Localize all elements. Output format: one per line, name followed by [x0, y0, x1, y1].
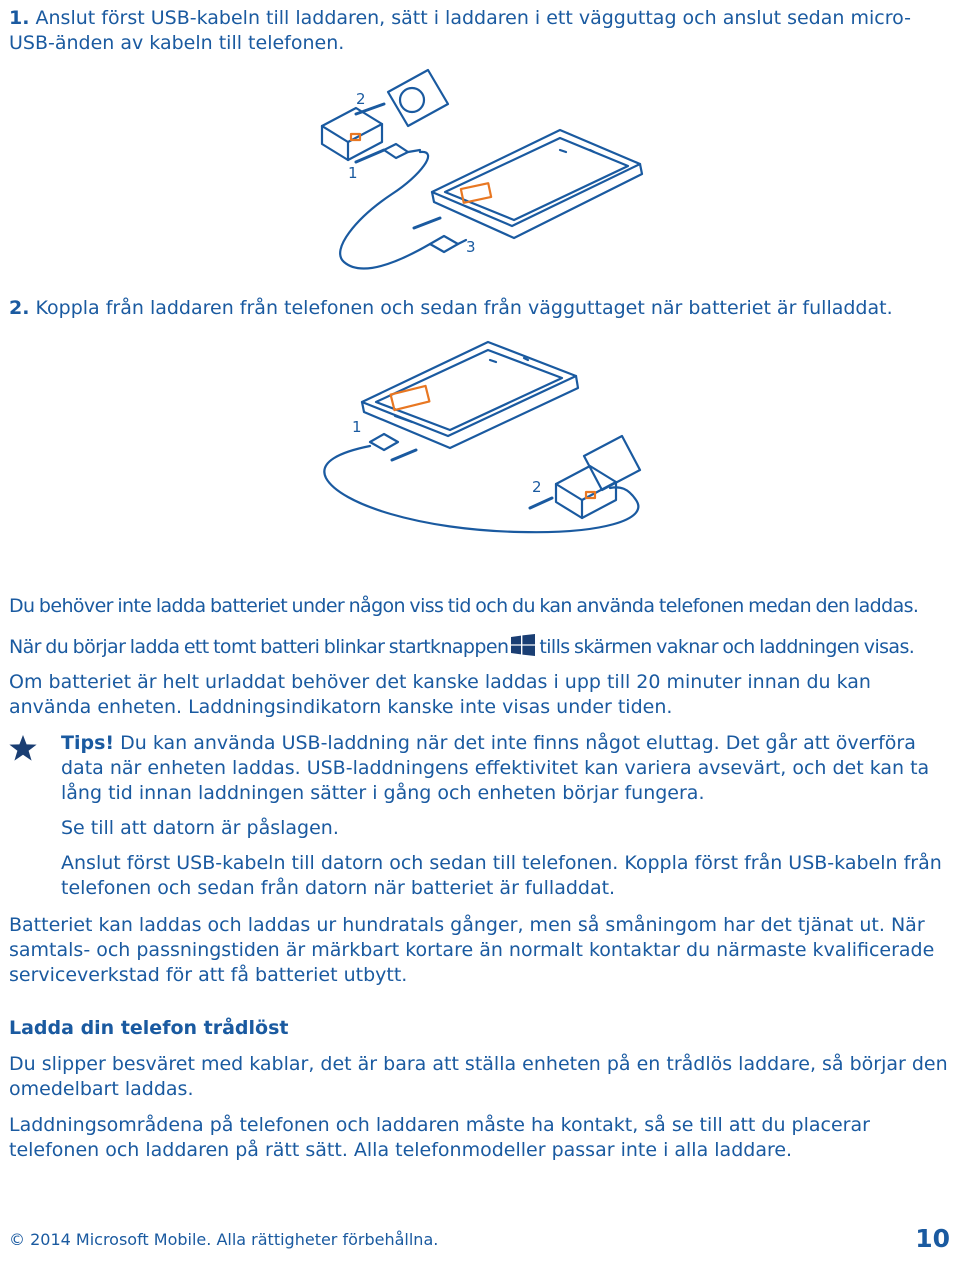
step-2-text: Koppla från laddaren från telefonen och sedan från vägguttaget när batteriet är fulladdat. [35, 297, 893, 319]
figure-2-label-1: 1 [352, 418, 362, 436]
step-1-number: 1. [9, 7, 30, 29]
start-button-text-after: tills skärmen vaknar och laddningen visas. [539, 636, 915, 658]
tip-computer-on: Se till att datorn är påslagen. [61, 817, 339, 839]
paragraph-wireless-placement: Laddningsområdena på telefonen och laddaren måste ha kontakt, så se till att du placerar telefonen och laddaren på rätt sätt. Alla telefonmodeller passar inte i alla laddare. [9, 1114, 870, 1161]
paragraph-charge-time: Du behöver inte ladda batteriet under någon viss tid och du kan använda telefonen medan den laddas. [9, 595, 919, 617]
step-2-number: 2. [9, 297, 30, 319]
step-2 [9, 296, 954, 321]
paragraph-wireless-intro: Du slipper besväret med kablar, det är bara att ställa enheten på en trådlös laddare, så börjar den omedelbart laddas. [9, 1053, 948, 1100]
paragraph-empty-battery: Om batteriet är helt urladdat behöver det kanske laddas i upp till 20 minuter innan du kan använda enheten. Laddningsindikatorn kanske inte visas under tiden. [9, 671, 871, 718]
step-1 [9, 6, 954, 56]
tip-connect-order: Anslut först USB-kabeln till datorn och sedan till telefonen. Koppla först från USB-kabeln från telefonen och sedan från datorn när batteriet är fulladdat. [61, 852, 942, 899]
tip-text: Du kan använda USB-laddning när det inte finns något eluttag. Det går att överföra data när enheten laddas. USB-laddningens effektivitet kan variera avsevärt, och det kan ta lång tid innan laddningen sätter i gång och enheten börjar fungera. [61, 732, 930, 804]
figure-1-label-2: 2 [356, 90, 366, 108]
start-button-text-before: När du börjar ladda ett tomt batteri blinkar startknappen [9, 636, 509, 658]
figure-2-label-2: 2 [532, 478, 542, 496]
windows-start-icon [511, 634, 535, 663]
footer-copyright: © 2014 Microsoft Mobile. Alla rättigheter förbehållna. [9, 1230, 439, 1249]
tip-label: Tips! [61, 732, 115, 754]
charger-disconnect-illustration [0, 336, 960, 576]
section-heading-wireless: Ladda din telefon trådlöst [9, 1017, 289, 1039]
step-1-text: Anslut först USB-kabeln till laddaren, sätt i laddaren i ett vägguttag och anslut sedan micro-USB-änden av kabeln till telefonen. [9, 7, 911, 54]
star-icon [8, 734, 38, 762]
figure-1-label-3: 3 [466, 238, 476, 256]
figure-1-label-1: 1 [348, 164, 358, 182]
tip-paragraph [61, 731, 954, 806]
paragraph-battery-life: Batteriet kan laddas och laddas ur hundratals gånger, men så småningom har det tjänat ut. När samtals- och passningstiden är märkbart kortare än normalt kontaktar du närmaste kvalificerade serviceverkstad för att få batteriet utbytt. [9, 914, 935, 986]
charger-connect-illustration [0, 60, 960, 280]
paragraph-start-button [9, 634, 954, 663]
page-number: 10 [915, 1224, 950, 1253]
